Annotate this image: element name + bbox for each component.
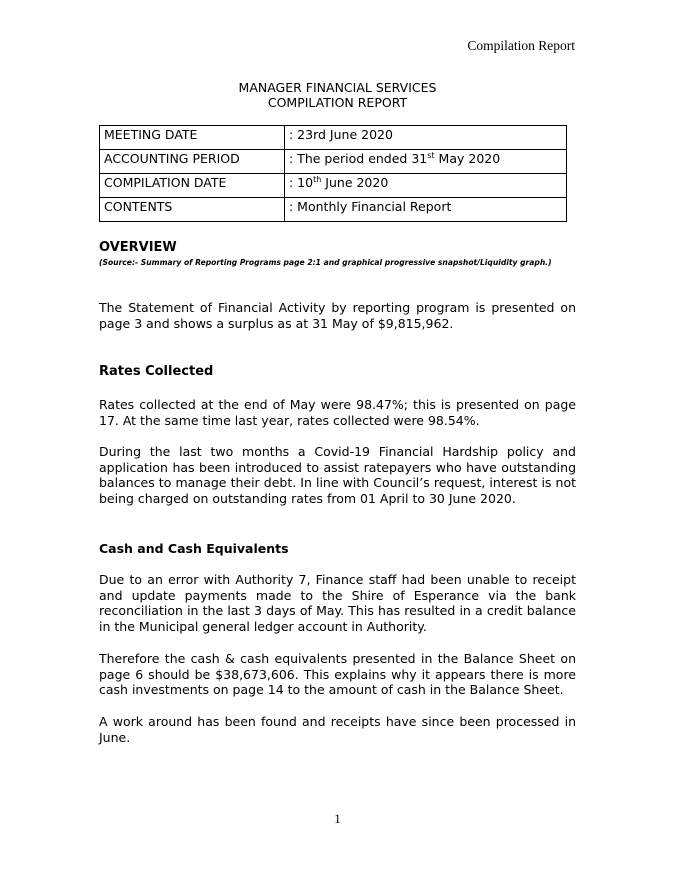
cash-paragraph-3: A work around has been found and receipts have since been processed in June. [99, 714, 576, 745]
table-row [100, 126, 567, 150]
overview-source-note: (Source:- Summary of Reporting Programs page 2:1 and graphical progressive snapshot/Liquidity graph.) [99, 258, 552, 267]
cash-heading: Cash and Cash Equivalents [99, 541, 289, 556]
meeting-date-value: : 23rd June 2020 [285, 126, 567, 150]
accounting-period-value: : The period ended 31st May 2020 [285, 150, 567, 174]
rates-heading: Rates Collected [99, 364, 214, 379]
table-row [100, 150, 567, 174]
compilation-date-label: COMPILATION DATE [100, 174, 285, 198]
running-header: Compilation Report [467, 38, 575, 53]
overview-heading: OVERVIEW [99, 240, 177, 255]
title-line-2: COMPILATION REPORT [267, 95, 408, 110]
compilation-date-value: : 10th June 2020 [285, 174, 567, 198]
title-line-1: MANAGER FINANCIAL SERVICES [238, 80, 437, 95]
contents-value: : Monthly Financial Report [285, 198, 567, 222]
rates-paragraph-1: Rates collected at the end of May were 98.47%; this is presented on page 17. At the same time last year, rates collected were 98.54%. [99, 397, 576, 428]
cash-paragraph-2: Therefore the cash & cash equivalents presented in the Balance Sheet on page 6 should be $38,673,606. This explains why it appears there is more cash investments on page 14 to the amount of cash in the Balance Sheet. [99, 651, 576, 697]
cash-paragraph-1: Due to an error with Authority 7, Finance staff had been unable to receipt and update payments made to the Shire of Esperance via the bank reconciliation in the last 3 days of May. This has resulted in a credit balance in the Municipal general ledger account in Authority. [99, 572, 576, 634]
report-title [0, 80, 675, 110]
rates-paragraph-2: During the last two months a Covid-19 Financial Hardship policy and application has been introduced to assist ratepayers who have outstanding balances to manage their debt. In line with Council’s request, interest is not being charged on outstanding rates from 01 April to 30 June 2020. [99, 444, 576, 506]
accounting-period-label: ACCOUNTING PERIOD [100, 150, 285, 174]
meeting-date-label: MEETING DATE [100, 126, 285, 150]
table-row [100, 174, 567, 198]
overview-paragraph: The Statement of Financial Activity by reporting program is presented on page 3 and shows a surplus as at 31 May of $9,815,962. [99, 300, 576, 331]
meeting-info-table [99, 125, 567, 222]
page-number: 1 [334, 811, 341, 826]
contents-label: CONTENTS [100, 198, 285, 222]
table-row [100, 198, 567, 222]
